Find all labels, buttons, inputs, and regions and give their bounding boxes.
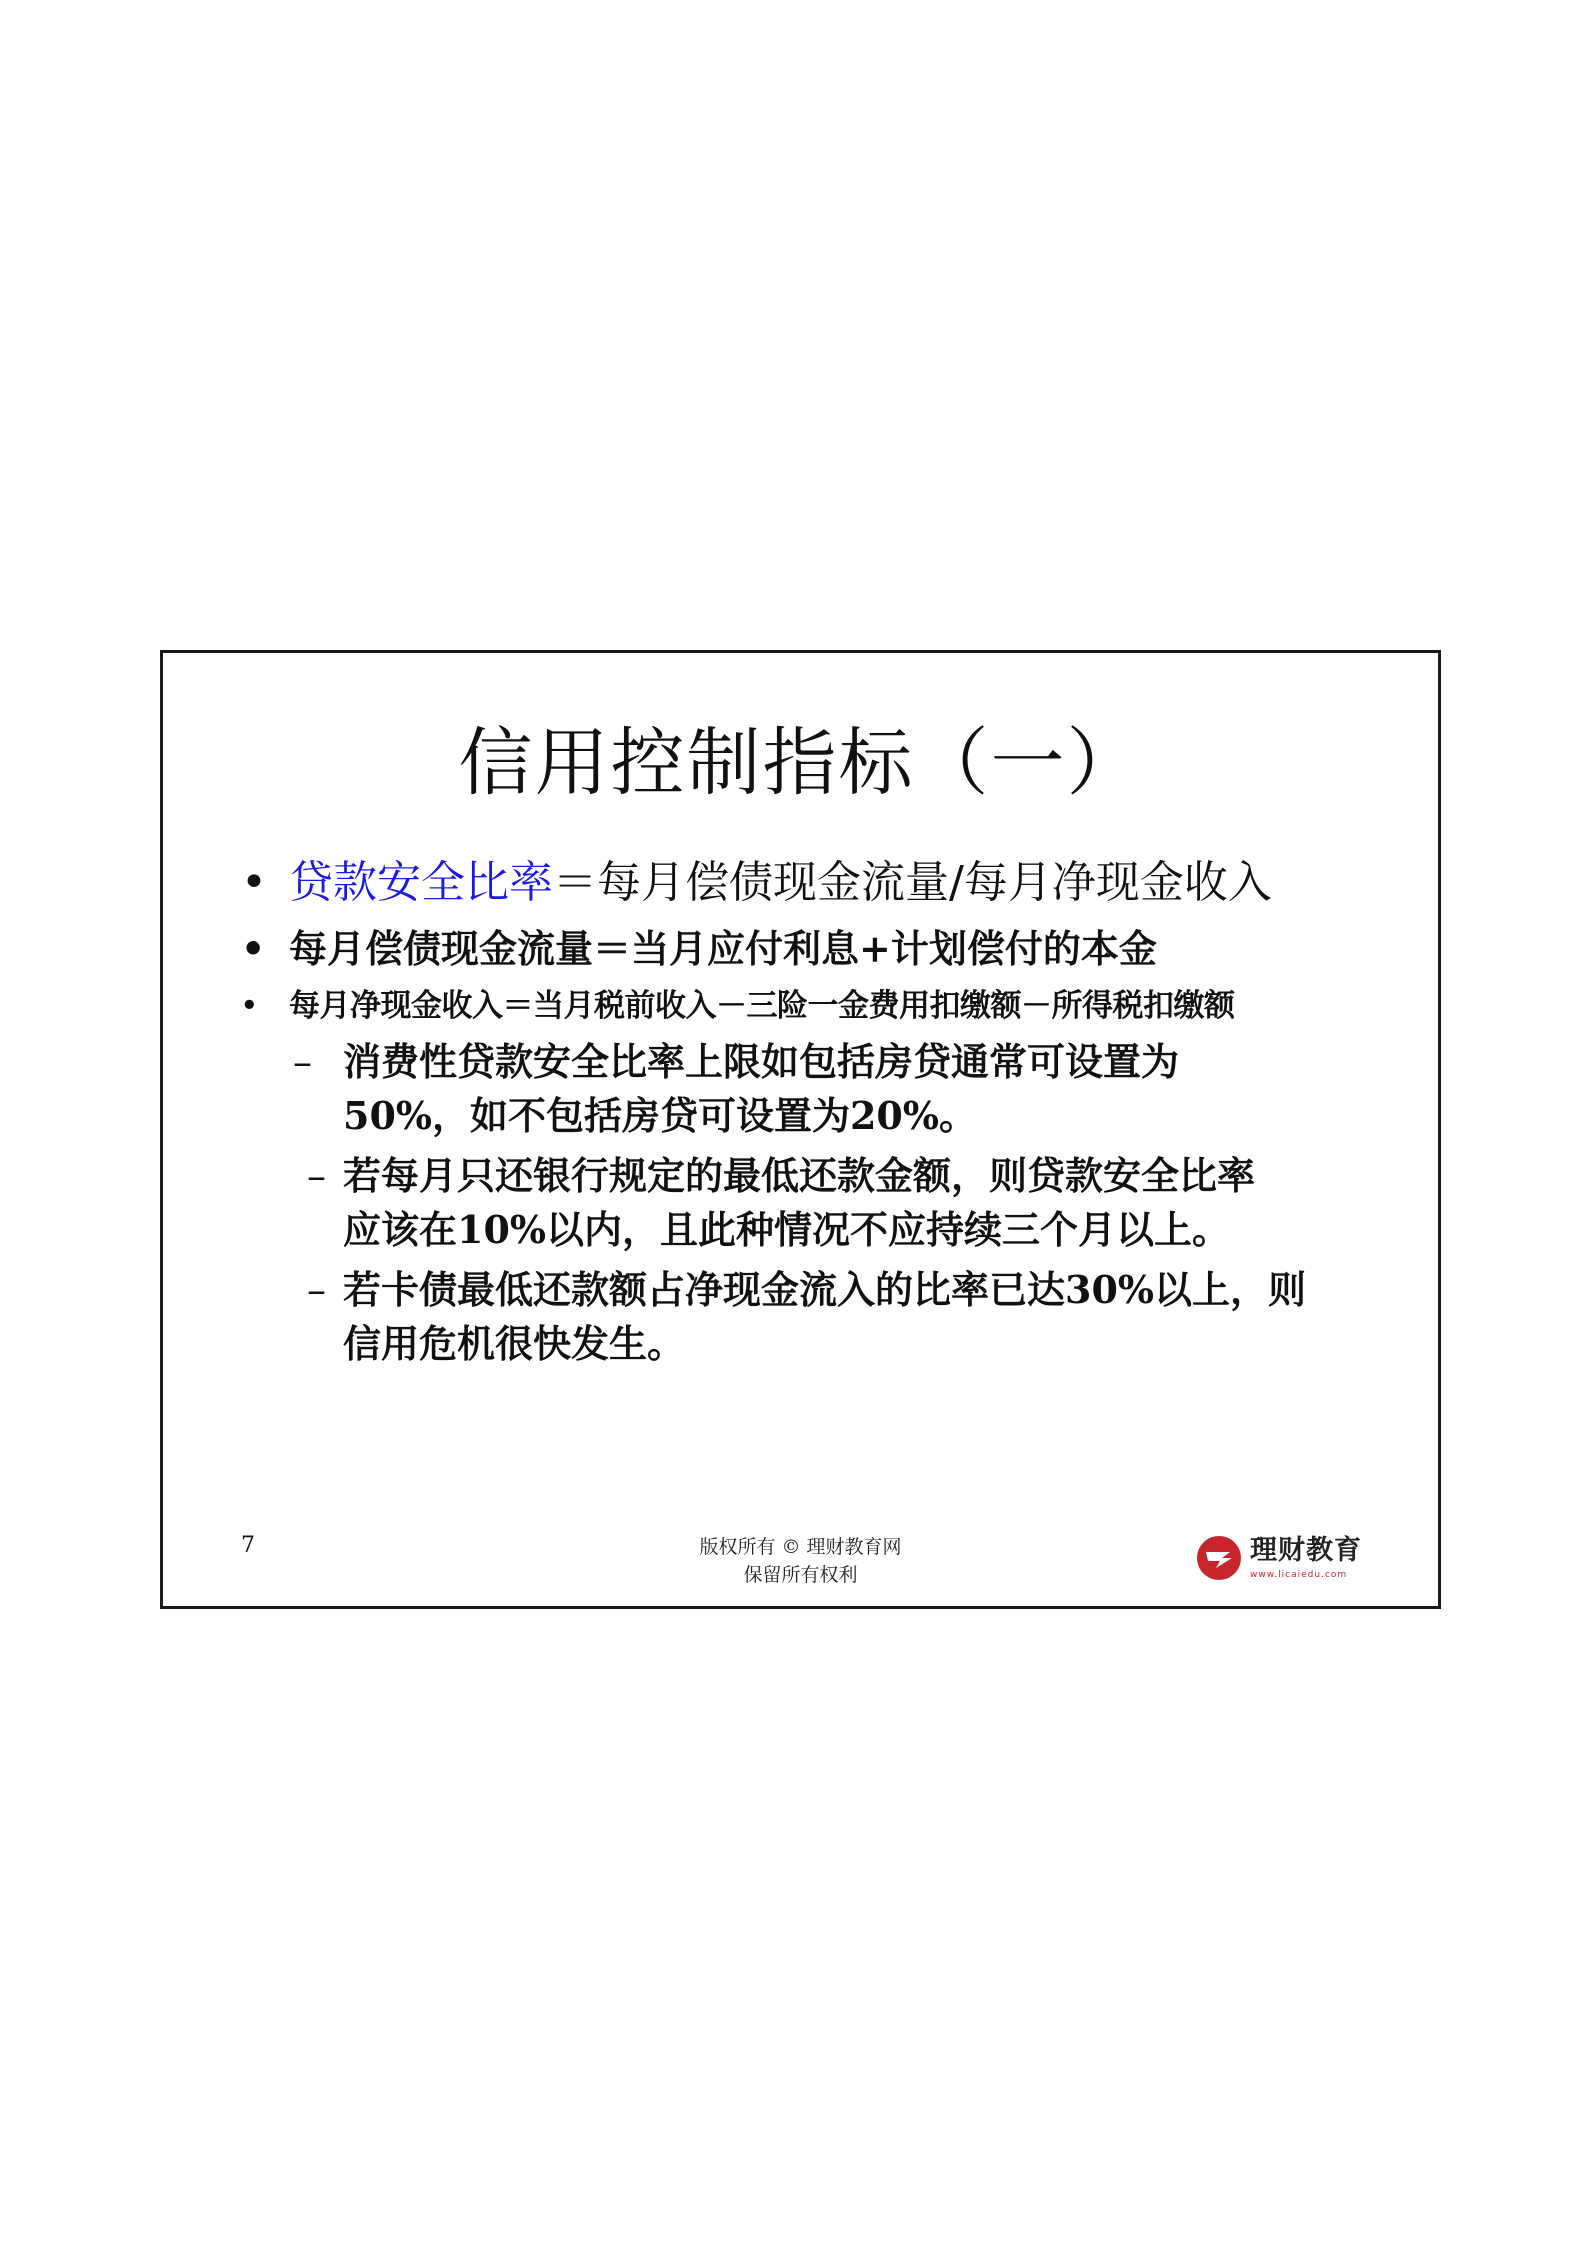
sub-item-line: 若卡债最低还款额占净现金流入的比率已达30%以上，则 — [343, 1267, 1306, 1312]
bullet-debt-cashflow — [241, 921, 1398, 977]
dash-marker: – — [307, 1268, 326, 1312]
logo-text: 理财教育 — [1250, 1535, 1362, 1566]
sub-item-line: 50%，如不包括房贷可设置为20%。 — [343, 1093, 977, 1138]
slide-content — [241, 853, 1398, 1371]
bullet-text: 每月净现金收入＝当月税前收入－三险一金费用扣缴额－所得税扣缴额 — [289, 988, 1235, 1024]
page-number: 7 — [241, 1533, 255, 1558]
bullet-loan-safety-ratio — [241, 853, 1398, 913]
bullet-net-cash-income — [241, 983, 1398, 1029]
sub-item-minimum-payment — [241, 1149, 1398, 1257]
bullet-text: 每月偿债现金流量＝当月应付利息+计划偿付的本金 — [289, 926, 1157, 971]
sub-item-consumer-loan-limit — [241, 1035, 1398, 1143]
slide — [160, 650, 1441, 1609]
sub-item-line: 若每月只还银行规定的最低还款金额，则贷款安全比率 — [343, 1153, 1256, 1198]
dash-marker: – — [293, 1040, 312, 1084]
rights-line: 保留所有权利 — [743, 1564, 858, 1586]
sub-item-line: 消费性贷款安全比率上限如包括房贷通常可设置为 — [343, 1039, 1180, 1084]
sub-item-line: 应该在10%以内，且此种情况不应持续三个月以上。 — [343, 1207, 1230, 1252]
highlighted-term: 贷款安全比率 — [289, 857, 553, 908]
brand-logo — [1196, 1533, 1396, 1593]
sub-item-credit-crisis — [241, 1263, 1398, 1371]
dash-marker: – — [307, 1154, 326, 1198]
slide-title: 信用控制指标（一） — [458, 720, 1143, 806]
licaiedu-logo-icon — [1196, 1535, 1242, 1581]
sub-item-line: 信用危机很快发生。 — [343, 1321, 686, 1366]
copyright-line: 版权所有 © 理财教育网 — [699, 1536, 902, 1558]
bullet-text: ＝每月偿债现金流量/每月净现金收入 — [553, 857, 1272, 908]
logo-url: www.licaiedu.com — [1250, 1570, 1348, 1580]
bullet-marker: • — [241, 991, 258, 1021]
bullet-marker: • — [241, 926, 266, 971]
bullet-marker: • — [241, 857, 267, 908]
